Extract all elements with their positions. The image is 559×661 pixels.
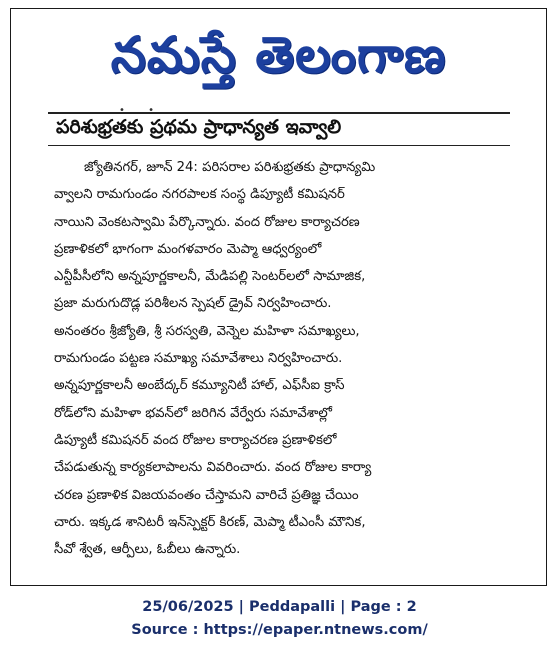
article-line: డిప్యూటీ కమిషనర్ వంద రోజుల కార్యాచరణ ప్రణాళికలో xyxy=(54,432,337,448)
article-line: చరణ ప్రణాళిక విజయవంతం చేస్తామని వారిచే ప్రతిజ్ఞ చేయిం xyxy=(54,487,359,503)
article-line: రామగుండం పట్టణ సమాఖ్య సమావేశాలు నిర్వహించారు. xyxy=(54,351,343,367)
article-line: ప్రజా మరుగుదొడ్ల పరిశీలన స్పెషల్ డ్రైవ్ నిర్వహించారు. xyxy=(54,296,332,312)
source-caption: Source : https://epaper.ntnews.com/ xyxy=(131,622,428,638)
article-line: చేపడుతున్న కార్యకలాపాలను వివరించారు. వంద రోజుల కార్యా xyxy=(54,460,372,476)
article-body xyxy=(54,154,502,563)
article-headline: పరిశుభ్రతకు ప్రథమ ప్రాధాన్యత ఇవ్వాలి xyxy=(56,116,342,138)
article-line: వ్వాలని రామగుండం నగరపాలక సంస్థ డిప్యూటీ కమిషనర్ xyxy=(54,187,345,203)
article-line: అన్నపూర్ణకాలనీ అంబేద్కర్ కమ్యూనిటీ హాల్, ఎఫ్‌సీఐ క్రాస్ xyxy=(54,378,345,394)
article-line: సీవో శ్వేత, ఆర్పీలు, ఓబీలు ఉన్నారు. xyxy=(54,542,241,558)
article-line: జ్యోతినగర్, జూన్ 24: పరిసరాల పరిశుభ్రతకు ప్రాధాన్యమి xyxy=(84,160,376,175)
article-line: అనంతరం శ్రీజ్యోతి, శ్రీ సరస్వతి, వెన్నెల మహిళా సమాఖ్యలు, xyxy=(54,323,360,339)
article-line: చారు. ఇక్కడ శానిటరీ ఇన్‌స్పెక్టర్ కిరణ్, మెప్మా టీఎంసీ మౌనిక, xyxy=(54,514,366,530)
masthead-title: నమస్తే తెలంగాణ xyxy=(110,26,447,84)
article-line: నాయిని వెంకటస్వామి పేర్కొన్నారు. వంద రోజుల కార్యాచరణ xyxy=(54,214,360,230)
newspaper-masthead xyxy=(11,13,546,97)
headline-bar xyxy=(48,112,510,146)
edition-date-caption: 25/06/2025 | Peddapalli | Page : 2 xyxy=(142,599,417,615)
article-line: రోడ్‌లోని మహిళా భవన్‌లో జరిగిన వేర్వేరు సమావేశాల్లో xyxy=(54,405,332,421)
article-line: ప్రణాళికలో భాగంగా మంగళవారం మెప్మా ఆధ్వర్యంలో xyxy=(54,241,322,257)
article-line: ఎన్టీపీసీలోని అన్నపూర్ణకాలనీ, మేడిపల్లి సెంటర్‌లలో సామాజిక, xyxy=(54,269,366,285)
stray-marks: • • xyxy=(119,105,164,116)
